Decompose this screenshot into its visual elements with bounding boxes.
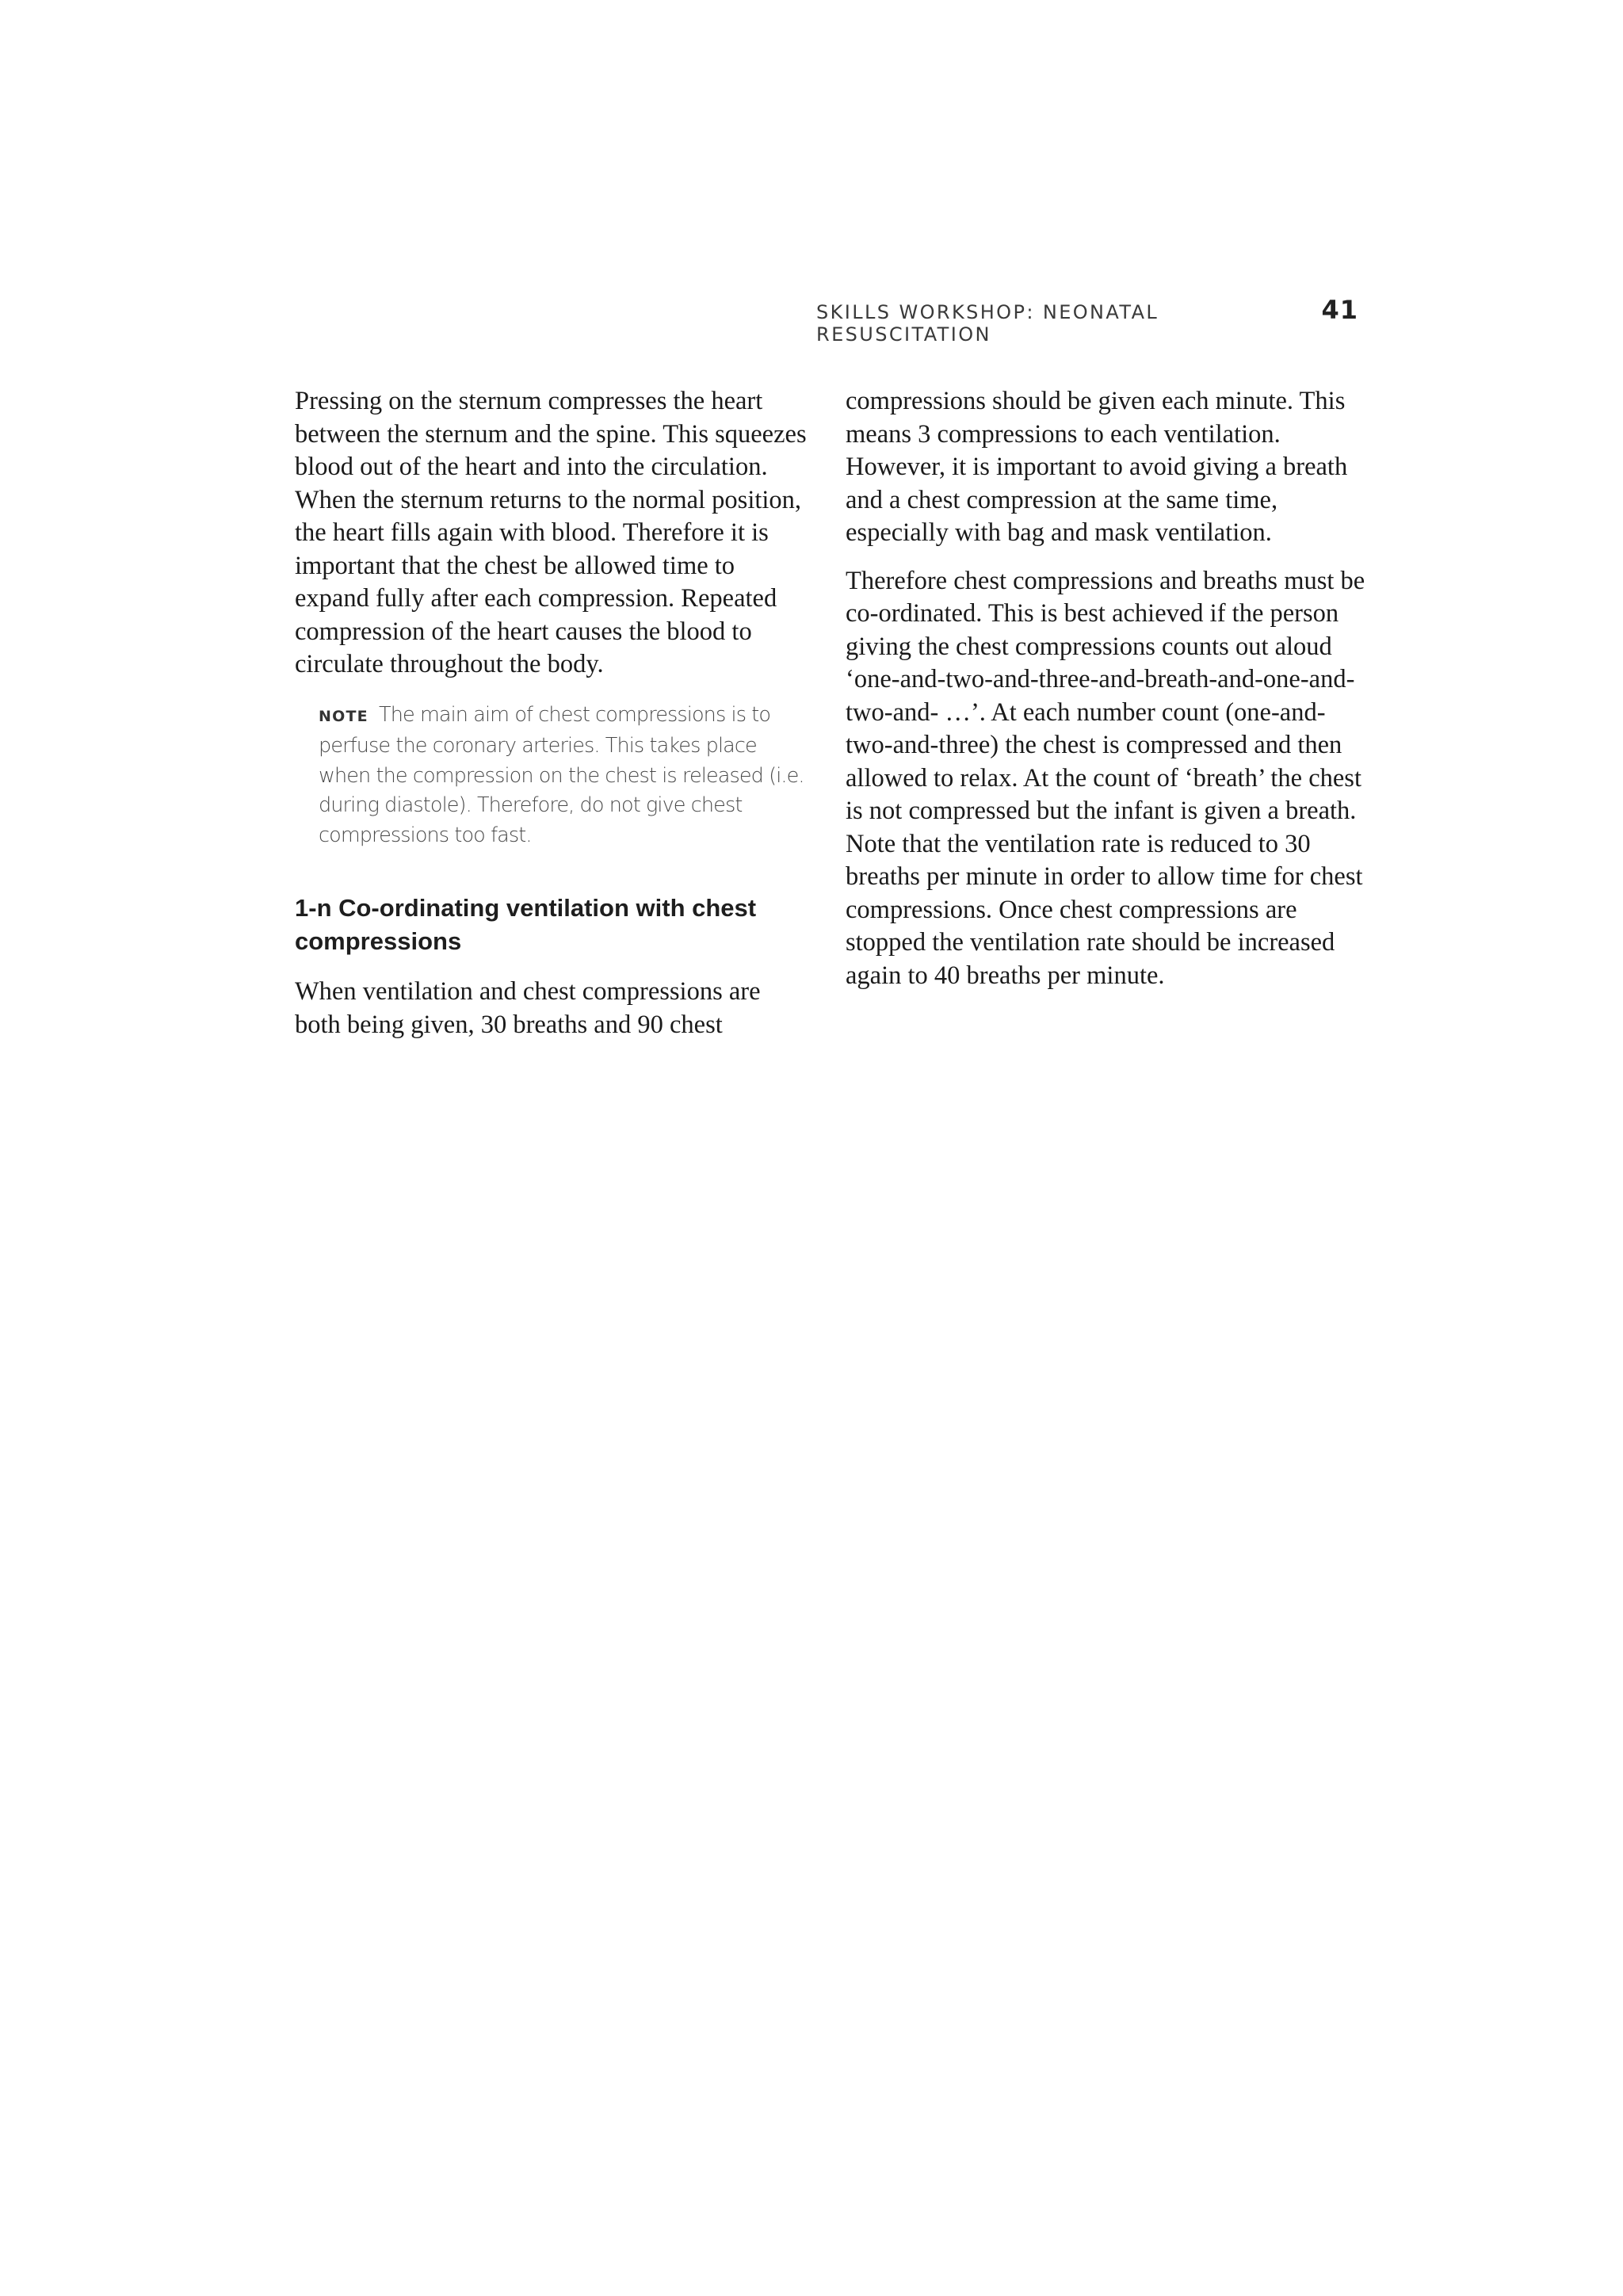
body-paragraph: Pressing on the sternum compresses the heart between the sternum and the spine. This squeezes blood out of the heart and into the circulation. When the sternum returns to the normal position, the heart fills again with blood. Therefore it is important that the chest be allowed time to expand fully after each compression. Repeated compression of the heart causes the blood to circulate throughout the body. bbox=[295, 387, 807, 678]
body-paragraph: compressions should be given each minute. This means 3 compressions to each ventilation. However, it is important to avoid giving a breath and a chest compression at the same time, especially with bag and mask ventilation. bbox=[846, 387, 1348, 547]
note-text: The main aim of chest compressions is to perfuse the coronary arteries. This takes place when the compression on the chest is released (i.e. during diastole). Therefore, do not give chest compressions too fast. bbox=[319, 702, 804, 847]
running-header bbox=[816, 295, 1358, 346]
note-label: NOTE bbox=[319, 707, 369, 725]
note-box bbox=[319, 701, 810, 851]
page-number: 41 bbox=[1321, 295, 1358, 325]
body-paragraph: When ventilation and chest compressions are both being given, 30 breaths and 90 chest bbox=[295, 977, 761, 1039]
left-column bbox=[295, 385, 810, 1041]
body-paragraph: Therefore chest compressions and breaths must be co-ordinated. This is best achieved if the person giving the chest compressions counts out aloud ‘one-and-two-and-three-and-breath-and-one-and-two-and- …’. At each number count (one-and-two-and-three) the chest is compressed and then allowed to relax. At the count of ‘breath’ the chest is not compressed but the infant is given a breath. Note that the ventilation rate is reduced to 30 breaths per minute in order to allow time for chest compressions. Once chest compressions are stopped the ventilation rate should be increased again to 40 breaths per minute. bbox=[846, 566, 1365, 990]
right-column bbox=[846, 385, 1369, 992]
section-heading: 1-n Co-ordinating ventilation with chest compressions bbox=[295, 894, 757, 955]
running-title: SKILLS WORKSHOP: NEONATAL RESUSCITATION bbox=[816, 301, 1159, 346]
